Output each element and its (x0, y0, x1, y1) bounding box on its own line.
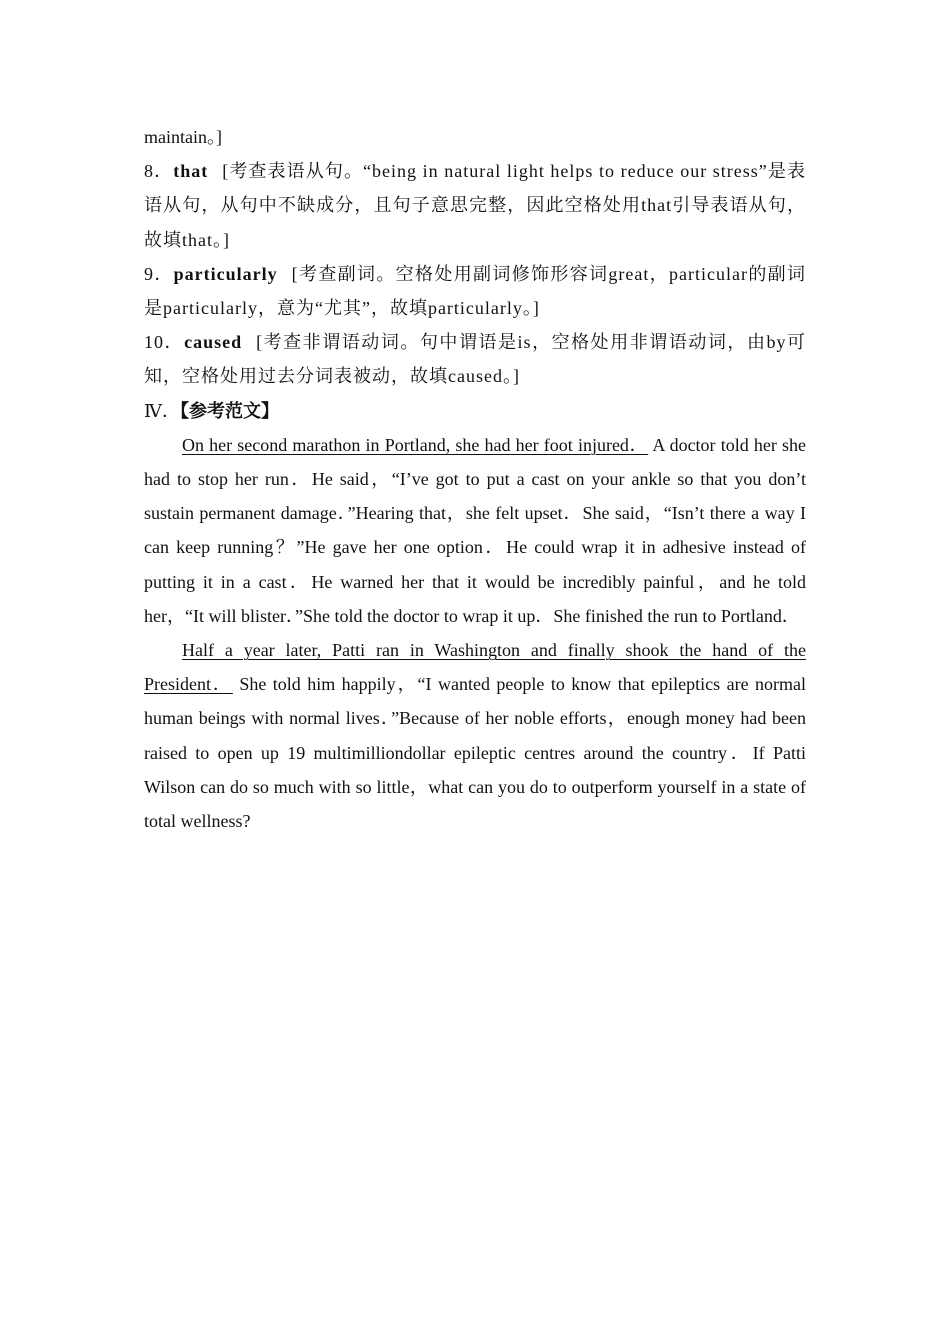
answer-item-10 (144, 325, 806, 393)
section-4-heading (144, 394, 806, 428)
item7-tail (144, 120, 806, 154)
item7-tail-text: maintain。] (144, 127, 222, 147)
essay-p2-underlined-sentence: Half a year later, Patti ran in Washington and finally shook the hand of the President． (144, 640, 806, 695)
item10-answer: caused (184, 332, 243, 353)
essay-paragraph-1 (144, 428, 806, 633)
item8-number: 8． (144, 161, 174, 182)
item9-answer: particularly (173, 263, 278, 284)
item10-number: 10． (144, 332, 185, 353)
section-4-title: 【参考范文】 (179, 400, 279, 421)
section-4-numeral: Ⅳ． (144, 400, 180, 421)
essay-paragraph-2 (144, 633, 806, 838)
answer-item-9 (144, 257, 806, 325)
document-page (144, 120, 806, 838)
essay-p1-body: A doctor told her she had to stop her run．He said，“I’ve got to put a cast on your ankle so that you don’t sustain permanent damage．”Hearing that，she felt upset．She said，“Isn’t there a way I can keep running？”He gave her one option．He could wrap it in adhesive instead of putting it in a cast．He warned her that it would be incredibly painful，and he told her，“It will blister．”She told the doctor to wrap it up．She finished the run to Portland． (144, 434, 806, 626)
item8-answer: that (173, 161, 209, 182)
item9-number: 9． (144, 263, 174, 284)
item8-explanation: [考查表语从句。“being in natural light helps to reduce our stress”是表语从句，从句中不缺成分，且句子意思完整，因此空格处用that引导表语从句，故填that。] (144, 161, 806, 250)
item10-explanation: [考查非谓语动词。句中谓语是is，空格处用非谓语动词，由by可知，空格处用过去分词表被动，故填caused。] (144, 332, 807, 387)
essay-p1-underlined-sentence: On her second marathon in Portland, she had her foot injured． (182, 434, 649, 455)
essay-p2-body: She told him happily，“I wanted people to know that epileptics are normal human beings with normal lives．”Because of her noble efforts，enough money had been raised to open up 19 multimilliondollar epileptic centres around the country．If Patti Wilson can do so much with so little，what can you do to outperform yourself in a state of total wellness? (144, 674, 806, 832)
item9-explanation: [考查副词。空格处用副词修饰形容词great，particular的副词是particularly，意为“尤其”，故填particularly。] (144, 263, 806, 319)
answer-item-8 (144, 154, 806, 257)
